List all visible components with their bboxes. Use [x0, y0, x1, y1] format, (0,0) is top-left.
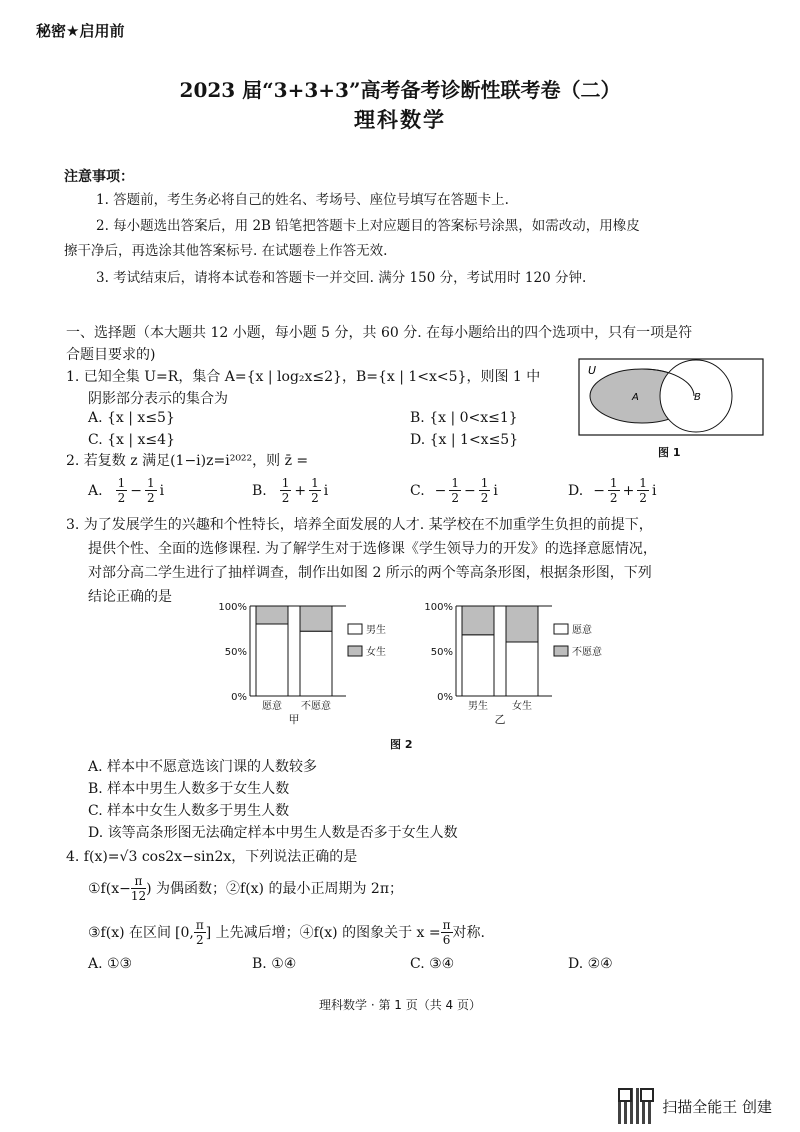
q3-stem-1: 3. 为了发展学生的兴趣和个性特长，培养全面发展的人才. 某学校在不加重学生负担的前提下，	[66, 517, 653, 533]
scanner-label: 扫描全能王 创建	[662, 1097, 772, 1116]
q1-stem-cont: 阴影部分表示的集合为	[88, 391, 228, 407]
q4-option-d: D. ②④	[568, 956, 613, 972]
venn-a-label: A	[632, 392, 639, 403]
q2-option-a: A. $\frac{1}{2}$ − $\frac{1}{2}$ i	[88, 476, 165, 505]
chart2-bar-不愿意	[462, 606, 494, 635]
chart2-bar-愿意	[506, 642, 538, 696]
q3-stem-4: 结论正确的是	[88, 589, 172, 605]
chart1-ytick-label: 0%	[231, 692, 247, 703]
q1-option-b: B. {x | 0<x≤1}	[410, 410, 518, 426]
page-footer: 理科数学 · 第 1 页（共 4 页）	[319, 998, 481, 1012]
q4-statement-1-2: ①f (x− $\frac{\pi}{12}$ ) 为偶函数；②f(x) 的最小正周期为 2π；	[88, 874, 404, 903]
chart2-ytick-label: 0%	[437, 692, 453, 703]
chart1-legend-label: 女生	[366, 647, 386, 658]
chart2-legend-label: 不愿意	[572, 647, 602, 658]
q4-option-a: A. ①③	[88, 956, 133, 972]
notice-item-2: 2. 每小题选出答案后，用 2B 铅笔把答题卡上对应题目的答案标号涂黑，如需改动，用橡皮	[96, 218, 640, 234]
section-heading-cont: 合题目要求的)	[66, 347, 156, 363]
q3-stem-2: 提供个性、全面的选修课程. 为了解学生对于选修课《学生领导力的开发》的选择意愿情况，	[88, 541, 657, 557]
venn-b-label: B	[694, 392, 701, 403]
q4-stem: 4. f(x)=√3 cos2x−sin2x，下列说法正确的是	[66, 849, 358, 865]
q2-option-c: C. − $\frac{1}{2}$ − $\frac{1}{2}$ i	[410, 476, 498, 505]
chart1-legend-swatch	[348, 646, 362, 656]
notice-item-1: 1. 答题前，考生务必将自己的姓名、考场号、座位号填写在答题卡上.	[96, 192, 509, 208]
q2-option-d: D. − $\frac{1}{2}$ + $\frac{1}{2}$ i	[568, 476, 657, 505]
figure2-charts	[210, 596, 610, 734]
q3-option-b: B. 样本中男生人数多于女生人数	[88, 781, 290, 797]
q4-option-c: C. ③④	[410, 956, 455, 972]
chart2-ytick-label: 50%	[430, 647, 453, 658]
q4-statement-3-4: ③f(x) 在区间 [0, $\frac{\pi}{2}$ ] 上先减后增；④f(x) 的图象关于 x = $\frac{\pi}{6}$ 对称.	[88, 918, 485, 947]
chart1-legend-label: 男生	[366, 625, 386, 636]
secret-label: 秘密★启用前	[36, 22, 125, 40]
q2-stem: 2. 若复数 z 满足(1−i)z=i²⁰²²，则 z̄ =	[66, 453, 309, 469]
chart2-legend-swatch	[554, 646, 568, 656]
q3-option-a: A. 样本中不愿意选该门课的人数较多	[88, 759, 318, 775]
chart1-ytick-label: 50%	[224, 647, 247, 658]
q1-option-c: C. {x | x≤4}	[88, 432, 175, 448]
q1-option-a: A. {x | x≤5}	[88, 410, 175, 426]
chart1-title: 甲	[288, 713, 300, 726]
exam-title: 2023 届“3+3+3”高考备考诊断性联考卷（二）	[179, 78, 621, 102]
notice-item-2-cont: 擦干净后，再选涂其他答案标号. 在试题卷上作答无效.	[64, 243, 388, 259]
qr-code-icon	[618, 1088, 654, 1124]
figure1-caption: 图 1	[658, 446, 681, 459]
exam-subject: 理科数学	[354, 107, 446, 132]
section-heading: 一、选择题（本大题共 12 小题，每小题 5 分，共 60 分. 在每小题给出的四个选项中，只有一项是符	[66, 325, 693, 341]
q1-stem: 1. 已知全集 U=R，集合 A={x | log₂x≤2}，B={x | 1<x<5}，则图 1 中	[66, 369, 541, 385]
q1-option-d: D. {x | 1<x≤5}	[410, 432, 519, 448]
chart2-category-label: 女生	[512, 701, 532, 712]
q2-option-b: B. $\frac{1}{2}$ + $\frac{1}{2}$ i	[252, 476, 329, 505]
chart2-ytick-label: 100%	[424, 602, 453, 613]
chart2-bar-愿意	[462, 635, 494, 696]
venn-diagram	[578, 358, 764, 436]
chart1-legend-swatch	[348, 624, 362, 634]
chart1-category-label: 愿意	[262, 701, 282, 712]
figure2-caption: 图 2	[390, 738, 413, 751]
chart2-legend-swatch	[554, 624, 568, 634]
chart1-ytick-label: 100%	[218, 602, 247, 613]
chart1-bar-男生	[300, 631, 332, 696]
notice-heading: 注意事项：	[64, 169, 134, 185]
chart1-category-label: 不愿意	[301, 701, 331, 712]
chart2-title: 乙	[494, 713, 506, 726]
chart2-legend-label: 愿意	[572, 625, 592, 636]
q4-option-b: B. ①④	[252, 956, 297, 972]
chart1-bar-女生	[300, 606, 332, 631]
chart1-bar-女生	[256, 606, 288, 624]
notice-item-3: 3. 考试结束后，请将本试卷和答题卡一并交回. 满分 150 分，考试用时 120 分钟.	[96, 270, 587, 286]
q3-stem-3: 对部分高二学生进行了抽样调查，制作出如图 2 所示的两个等高条形图，根据条形图，下列	[88, 565, 652, 581]
q3-option-d: D. 该等高条形图无法确定样本中男生人数是否多于女生人数	[88, 825, 458, 841]
scanner-watermark	[618, 1088, 772, 1124]
venn-u-label: U	[588, 364, 597, 377]
chart2-bar-不愿意	[506, 606, 538, 642]
q3-option-c: C. 样本中女生人数多于男生人数	[88, 803, 290, 819]
chart1-bar-男生	[256, 624, 288, 696]
chart2-category-label: 男生	[468, 701, 488, 712]
